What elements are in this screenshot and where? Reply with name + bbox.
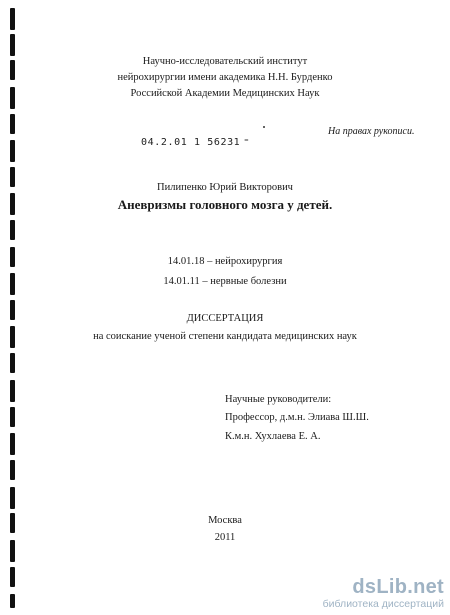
binding-mark bbox=[10, 460, 15, 480]
city: Москва bbox=[208, 515, 242, 526]
binding-mark bbox=[10, 220, 15, 240]
watermark-subtitle: библиотека диссертаций bbox=[322, 598, 444, 610]
document-type: ДИССЕРТАЦИЯ bbox=[186, 313, 264, 324]
supervisor-line-2: К.м.н. Хухлаева Е. А. bbox=[225, 431, 321, 442]
binding-mark bbox=[10, 8, 15, 30]
stray-mark bbox=[263, 126, 265, 128]
binding-mark bbox=[10, 140, 15, 162]
specialty-line-2: 14.01.11 – нервные болезни bbox=[163, 276, 287, 287]
dissertation-title: Аневризмы головного мозга у детей. bbox=[117, 197, 333, 212]
binding-mark bbox=[10, 487, 15, 509]
supervisor-line-1: Профессор, д.м.н. Элиава Ш.Ш. bbox=[225, 412, 369, 423]
binding-mark bbox=[10, 567, 15, 587]
supervisors-heading: Научные руководители: bbox=[225, 394, 332, 405]
binding-mark bbox=[10, 380, 15, 402]
binding-mark bbox=[10, 114, 15, 134]
rights-note: На правах рукописи. bbox=[328, 126, 415, 137]
year: 2011 bbox=[214, 532, 236, 543]
binding-mark bbox=[10, 433, 15, 455]
institution-line-2: нейрохирургии имени академика Н.Н. Бурденко bbox=[117, 72, 333, 83]
binding-mark bbox=[10, 34, 15, 56]
archive-code-mark: ⁼ bbox=[244, 136, 249, 146]
institution-line-1: Научно-исследовательский институт bbox=[142, 56, 308, 67]
author-name: Пилипенко Юрий Викторович bbox=[157, 182, 293, 193]
archive-code: 04.2.01 1 56231 bbox=[141, 137, 241, 148]
specialty-line-1: 14.01.18 – нейрохирургия bbox=[167, 256, 283, 267]
binding-mark bbox=[10, 407, 15, 427]
watermark bbox=[323, 576, 444, 611]
degree-line: на соискание ученой степени кандидата медицинских наук bbox=[93, 331, 357, 342]
binding-mark bbox=[10, 594, 15, 608]
watermark-brand: dsLib.net bbox=[352, 576, 444, 598]
binding-mark bbox=[10, 353, 15, 373]
institution-line-3: Российской Академии Медицинских Наук bbox=[130, 88, 320, 99]
